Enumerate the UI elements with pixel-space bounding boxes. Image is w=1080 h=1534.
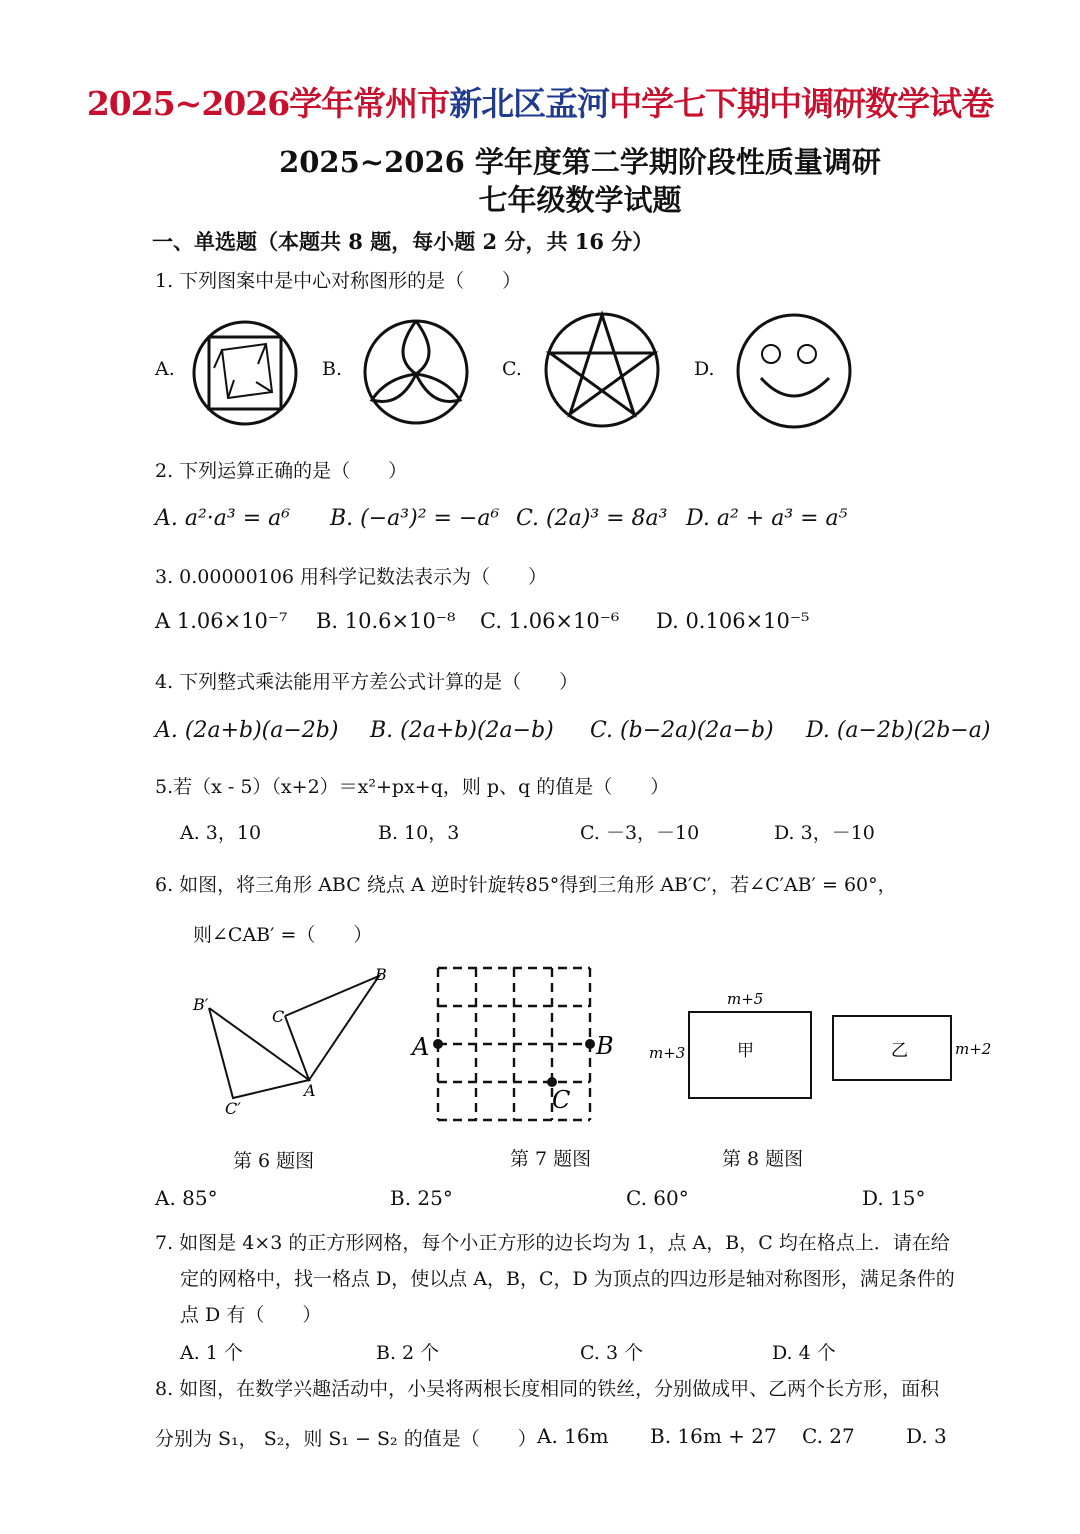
title-line1: 2025~2026 学年度第二学期阶段性质量调研 [279, 145, 881, 179]
fig6-label-b: B [375, 965, 387, 984]
q1-option-a: A. [155, 358, 175, 380]
q4-option-d: D. (a−2b)(2b−a) [806, 718, 991, 743]
q5-option-c: C. －3，－10 [580, 822, 700, 844]
q5-stem: 5.若（x - 5）（x+2）＝x²+px+q，则 p、q 的值是（ ） [155, 776, 670, 798]
q3-option-b: B. 10.6×10⁻⁸ [316, 609, 456, 633]
fig7-label-a: A [412, 1033, 430, 1061]
q1-figure-a [190, 318, 300, 428]
q3-option-a: A 1.06×10⁻⁷ [155, 609, 288, 633]
q7-option-a: A. 1 个 [180, 1342, 243, 1364]
q2-option-d: D. a² + a³ = a⁵ [686, 506, 848, 531]
q8-line1: 8. 如图，在数学兴趣活动中，小吴将两根长度相同的铁丝，分别做成甲、乙两个长方形，面积 [155, 1378, 940, 1400]
q6-option-d: D. 15° [862, 1186, 926, 1210]
q4-stem: 4. 下列整式乘法能用平方差公式计算的是（ ） [155, 671, 579, 693]
fig6-label-a: A [304, 1081, 316, 1100]
fig7-label-b: B [596, 1032, 614, 1060]
q6-stem2: 则∠CAB′ =（ ） [193, 924, 373, 946]
fig8-label-yi: 乙 [891, 1041, 908, 1061]
q2-option-c: C. (2a)³ = 8a³ [516, 506, 668, 531]
fig8-label-left: m+3 [649, 1044, 686, 1062]
q5-option-b: B. 10，3 [378, 822, 460, 844]
q1-figure-c [540, 308, 664, 432]
exam-banner [0, 78, 1080, 125]
fig7-label-c: C [552, 1086, 571, 1114]
fig8-caption: 第 8 题图 [722, 1148, 804, 1170]
fig8-label-right: m+2 [955, 1040, 992, 1058]
q7-option-b: B. 2 个 [376, 1342, 440, 1364]
title-line2: 七年级数学试题 [478, 183, 682, 217]
fig8-label-top: m+5 [727, 990, 764, 1008]
q5-option-a: A. 3，10 [180, 822, 262, 844]
q8-line2: 分别为 S₁， S₂，则 S₁ − S₂ 的值是（ ） [155, 1428, 537, 1450]
q7-option-c: C. 3 个 [580, 1342, 644, 1364]
q8-option-d: D. 3 [906, 1424, 947, 1448]
figure-6 [185, 962, 405, 1122]
section-heading: 一、单选题（本题共 8 题，每小题 2 分，共 16 分） [152, 229, 654, 254]
q8-option-a: A. 16m [537, 1424, 609, 1448]
fig6-label-c: C [272, 1007, 285, 1026]
q1-figure-d [733, 310, 855, 432]
q5-option-d: D. 3，－10 [774, 822, 875, 844]
q7-option-d: D. 4 个 [772, 1342, 836, 1364]
figure-7 [408, 958, 630, 1126]
banner-part3: 中学七下期中调研数学试卷 [609, 84, 994, 123]
q8-option-c: C. 27 [802, 1424, 855, 1448]
banner-part1: 2025~2026学年常州市 [86, 84, 450, 123]
fig6-label-c-prime: C′ [225, 1099, 241, 1118]
q1-option-d: D. [694, 358, 715, 380]
q1-figure-b [360, 316, 472, 428]
q7-line3: 点 D 有（ ） [180, 1304, 322, 1326]
q3-option-c: C. 1.06×10⁻⁶ [480, 609, 620, 633]
q6-option-b: B. 25° [390, 1186, 453, 1210]
q3-option-d: D. 0.106×10⁻⁵ [656, 609, 810, 633]
fig6-label-b-prime: B′ [193, 995, 209, 1014]
q6-stem: 6. 如图，将三角形 ABC 绕点 A 逆时针旋转85°得到三角形 AB′C′，若∠C′AB′ = 60°， [155, 874, 897, 896]
q4-option-b: B. (2a+b)(2a−b) [370, 718, 554, 743]
fig7-caption: 第 7 题图 [510, 1148, 592, 1170]
q2-stem: 2. 下列运算正确的是（ ） [155, 460, 408, 482]
q6-option-a: A. 85° [155, 1186, 218, 1210]
q7-line2: 定的网格中，找一格点 D，使以点 A，B，C，D 为顶点的四边形是轴对称图形，满足条件的 [180, 1268, 955, 1290]
q1-option-b: B. [322, 358, 343, 380]
q2-option-a: A. a²·a³ = a⁶ [155, 506, 291, 531]
fig8-label-jia: 甲 [737, 1041, 754, 1061]
fig6-caption: 第 6 题图 [233, 1150, 315, 1172]
q4-option-a: A. (2a+b)(a−2b) [155, 718, 339, 743]
q2-option-b: B. (−a³)² = −a⁶ [330, 506, 500, 531]
q7-line1: 7. 如图是 4×3 的正方形网格，每个小正方形的边长均为 1，点 A，B，C 均在格点上．请在给 [155, 1232, 950, 1254]
q6-option-c: C. 60° [626, 1186, 689, 1210]
q1-option-c: C. [502, 358, 522, 380]
q1-stem: 1. 下列图案中是中心对称图形的是（ ） [155, 270, 522, 292]
figure-8 [645, 986, 995, 1102]
banner-part2: 新北区孟河 [449, 84, 610, 123]
q8-option-b: B. 16m + 27 [650, 1424, 777, 1448]
q3-stem: 3. 0.00000106 用科学记数法表示为（ ） [155, 566, 548, 588]
q4-option-c: C. (b−2a)(2a−b) [590, 718, 774, 743]
